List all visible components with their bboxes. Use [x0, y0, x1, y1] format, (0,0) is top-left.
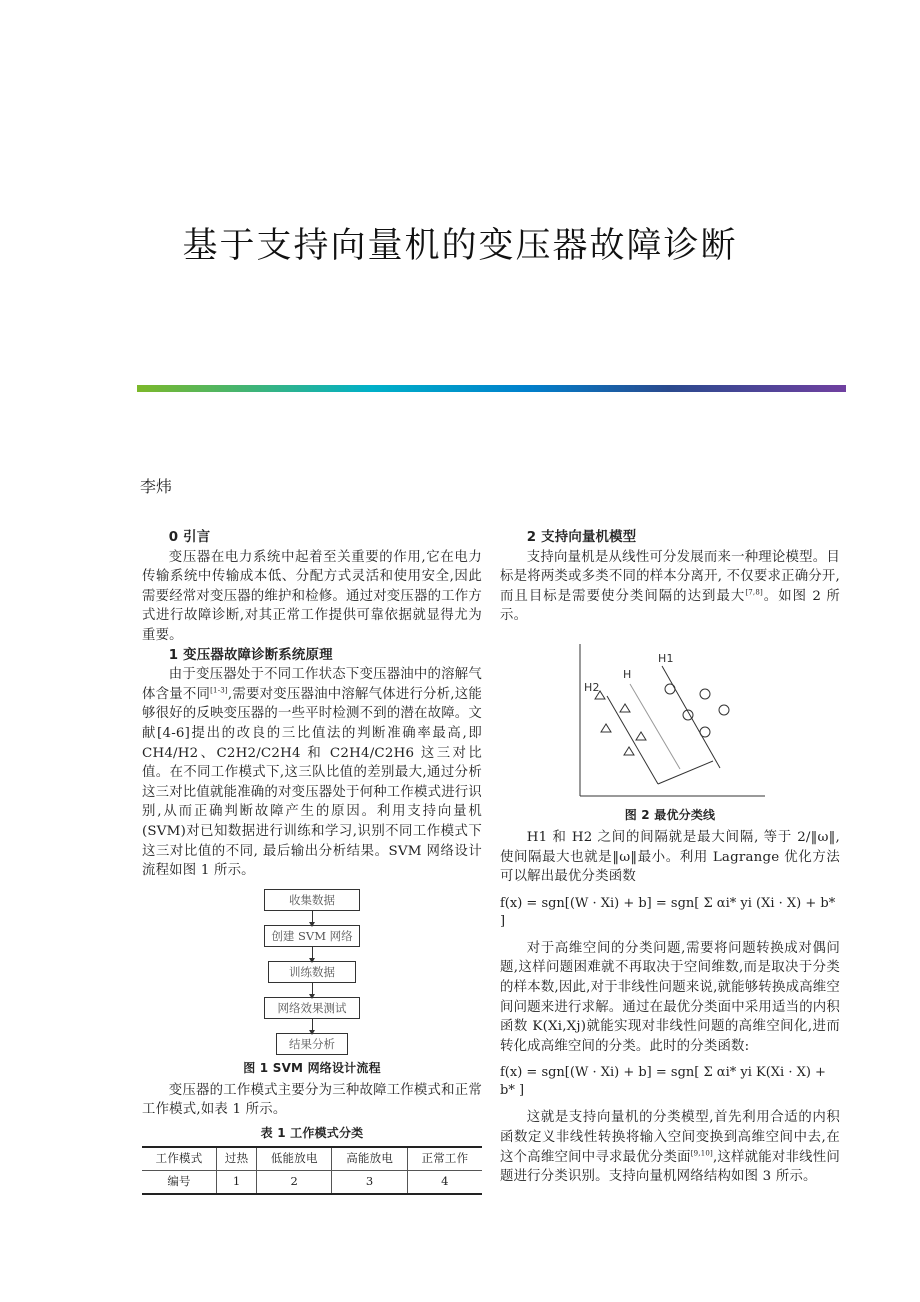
paragraph: H1 和 H2 之间的间隔就是最大间隔, 等于 2/‖ω‖, 使间隔最大也就是‖ω‖最小。利用 Lagrange 优化方法可以解出最优分类函数 — [500, 829, 840, 885]
figure-2-svm-diagram — [570, 636, 770, 802]
section-1-heading: 1 变压器故障诊断系统原理 — [168, 647, 333, 663]
paragraph — [500, 1108, 840, 1186]
section-0-paragraph: 变压器在电力系统中起着至关重要的作用,它在电力传输系统中传输成本低、分配方式灵活和使用安全,因此需要经常对变压器的维护和检修。通过对变压器的工作方式进行故障诊断,对其正常工作提供可靠依据就显得尤为重要。 — [142, 549, 482, 643]
line-h2 — [607, 696, 658, 784]
paper-title: 基于支持向量机的变压器故障诊断 — [182, 226, 738, 266]
arrow-down-icon — [312, 983, 313, 997]
title-gradient-divider — [137, 385, 846, 392]
cell: 编号 — [142, 1170, 217, 1194]
right-column — [500, 528, 840, 1187]
cell: 4 — [441, 1174, 449, 1189]
text: 。如图 2 所示。 — [500, 588, 840, 624]
formula-2: f(x) = sgn[(W · Xi) + b] = sgn[ Σ αi* yi K(Xi · X) + b* ] — [500, 1065, 826, 1099]
arrow-down-icon — [312, 947, 313, 961]
section-0-heading: 0 引言 — [168, 530, 211, 545]
paragraph — [500, 548, 840, 626]
header-cell: 工作模式 — [142, 1147, 217, 1171]
class-circles — [665, 684, 729, 737]
flow-step: 结果分析 — [276, 1033, 348, 1055]
flow-step: 训练数据 — [268, 961, 356, 983]
flow-step: 创建 SVM 网络 — [264, 925, 360, 947]
text: 支持向量机是从线性可分发展而来一种理论模型。目标是将两类或多类不同的样本分离开, 不仅要求正确分开,而且目标是需要使分类间隔的达到最大 — [500, 549, 840, 604]
figure-2-caption: 图 2 最优分类线 — [624, 807, 716, 822]
text: ,这样就能对非线性问题进行分类识别。支持向量机网络结构如图 3 所示。 — [500, 1149, 840, 1185]
text: 这就是支持向量机的分类模型,首先利用合适的内积函数定义非线性转换将输入空间变换到高维空间中去,在这个高维空间中寻求最优分类面 — [500, 1110, 840, 1165]
label-h: H — [623, 667, 632, 681]
cell: 1 — [217, 1170, 257, 1194]
label-h1: H1 — [658, 651, 674, 665]
header-cell: 低能放电 — [257, 1147, 332, 1171]
header-cell: 高能放电 — [332, 1147, 407, 1171]
arrow-down-icon — [312, 911, 313, 925]
arrow-down-icon — [312, 1019, 313, 1033]
table-header-row — [142, 1147, 482, 1171]
formula-1: f(x) = sgn[(W · Xi) + b] = sgn[ Σ αi* yi (Xi · X) + b* ] — [500, 895, 836, 929]
citation: [9,10] — [690, 1149, 713, 1158]
table-row — [142, 1170, 482, 1194]
line-h — [630, 684, 680, 769]
class-triangles — [595, 691, 646, 755]
flow-step: 收集数据 — [264, 889, 360, 911]
section-2-heading: 2 支持向量机模型 — [526, 530, 637, 545]
flow-step: 网络效果测试 — [264, 997, 360, 1019]
citation: [1-3] — [210, 686, 228, 695]
section-1-paragraph — [142, 665, 482, 881]
margin-line — [658, 761, 713, 784]
header-cell: 正常工作 — [421, 1151, 469, 1166]
table-1 — [142, 1146, 482, 1195]
table-1-caption: 表 1 工作模式分类 — [260, 1125, 364, 1140]
figure-1-caption: 图 1 SVM 网络设计流程 — [243, 1060, 381, 1075]
header-cell: 过热 — [217, 1147, 257, 1171]
author: 李炜 — [140, 477, 173, 496]
text: ,需要对变压器油中溶解气体进行分析,这能够很好的反映变压器的一些平时检测不到的潜在故障。文献[4-6]提出的改良的三比值法的判断准确率最高,即 CH4/H2、C2H2/C2H4 和 C2H4/C2H6 这三对比值。在不同工作模式下,这三队比值的差别最大,通过分析这三对比值就能准确的对变压器处于何种工作模式进行识别,从而正确判断故障产生的原因。利用支持向量机(SVM)对已知数据进行训练和学习,识别不同工作模式下这三对比值的不同, 最后输出分析结果。SVM 网络设计流程如图 1 所示。 — [142, 686, 483, 879]
left-column — [142, 528, 482, 1195]
cell: 3 — [332, 1170, 407, 1194]
label-h2: H2 — [584, 680, 600, 694]
text: 由于变压器处于不同工作状态下变压器油中的溶解气体含量不同 — [142, 667, 482, 702]
cell: 2 — [257, 1170, 332, 1194]
paragraph: 对于高维空间的分类问题,需要将问题转换成对偶问题,这样问题困难就不再取决于空间维数,而是取决于分类的样本数,因此,对于非线性问题来说,就能够转换成高维空间问题来进行求解。通过在最优分类面中采用适当的内积函数 K(Xi,Xj)就能实现对非线性问题的高维空间化,进而转化成高维空间的分类。此时的分类函数: — [500, 940, 840, 1054]
paragraph: 变压器的工作模式主要分为三种故障工作模式和正常工作模式,如表 1 所示。 — [142, 1082, 482, 1118]
figure-1-flowchart — [232, 889, 392, 1055]
citation: [7,8] — [745, 588, 763, 597]
